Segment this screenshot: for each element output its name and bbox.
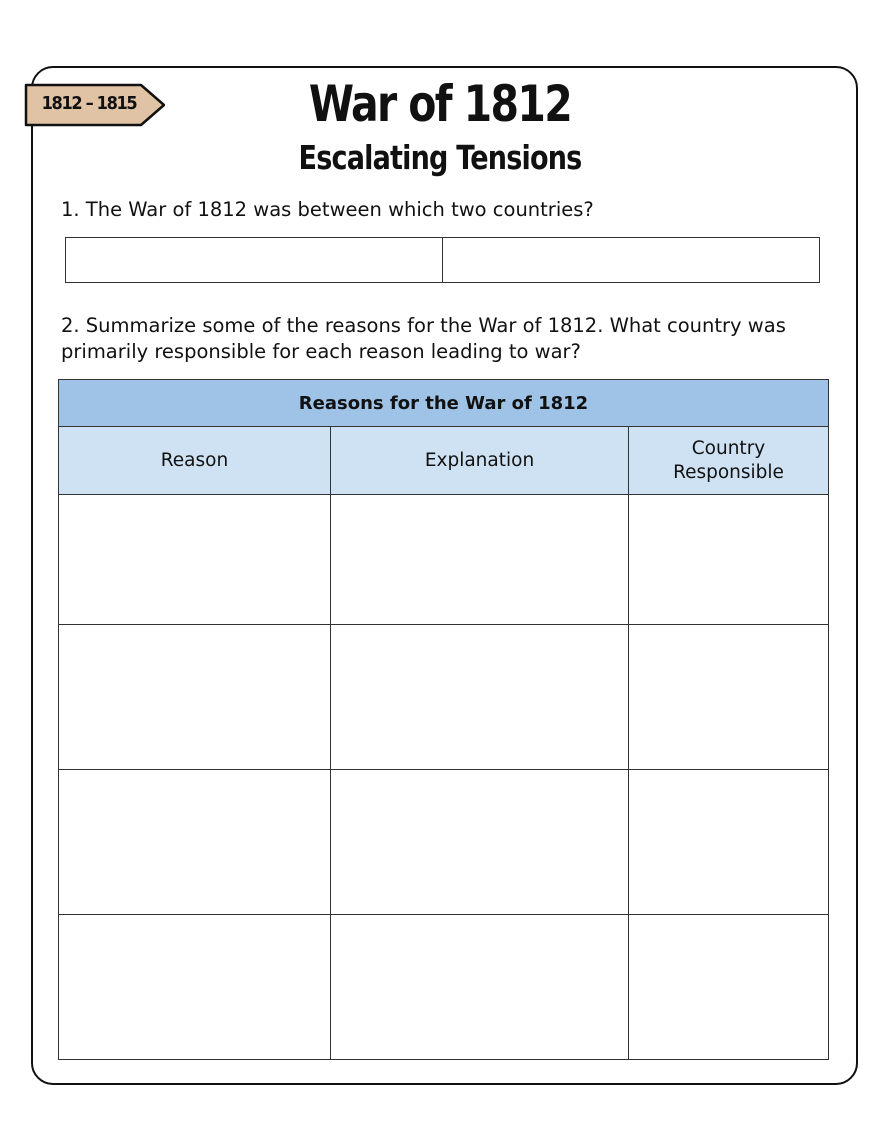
- table-row: [59, 770, 829, 915]
- date-range-label: 1812 – 1815: [41, 93, 137, 114]
- page-subtitle: Escalating Tensions: [298, 138, 582, 177]
- countries-answer-row: [65, 237, 820, 283]
- reason-cell[interactable]: [59, 625, 331, 770]
- reasons-table: [58, 379, 829, 1060]
- column-header-country: Country Responsible: [629, 427, 829, 495]
- reason-cell[interactable]: [59, 770, 331, 915]
- explanation-cell[interactable]: [331, 770, 629, 915]
- country-cell[interactable]: [629, 915, 829, 1060]
- country-cell[interactable]: [629, 495, 829, 625]
- table-row: [59, 625, 829, 770]
- table-row: [59, 495, 829, 625]
- country-answer-box-1[interactable]: [66, 238, 442, 282]
- country-cell[interactable]: [629, 625, 829, 770]
- explanation-cell[interactable]: [331, 915, 629, 1060]
- question-2: 2. Summarize some of the reasons for the War of 1812. What country was primarily responsible for each reason leading to war?: [61, 314, 786, 363]
- explanation-cell[interactable]: [331, 625, 629, 770]
- column-header-reason: Reason: [59, 427, 331, 495]
- column-header-explanation: Explanation: [331, 427, 629, 495]
- reason-cell[interactable]: [59, 915, 331, 1060]
- country-cell[interactable]: [629, 770, 829, 915]
- explanation-cell[interactable]: [331, 495, 629, 625]
- country-answer-box-2[interactable]: [442, 238, 819, 282]
- page-title: War of 1812: [308, 75, 572, 133]
- question-1: 1. The War of 1812 was between which two countries?: [61, 198, 594, 221]
- reason-cell[interactable]: [59, 495, 331, 625]
- table-title: Reasons for the War of 1812: [59, 380, 829, 427]
- table-row: [59, 915, 829, 1060]
